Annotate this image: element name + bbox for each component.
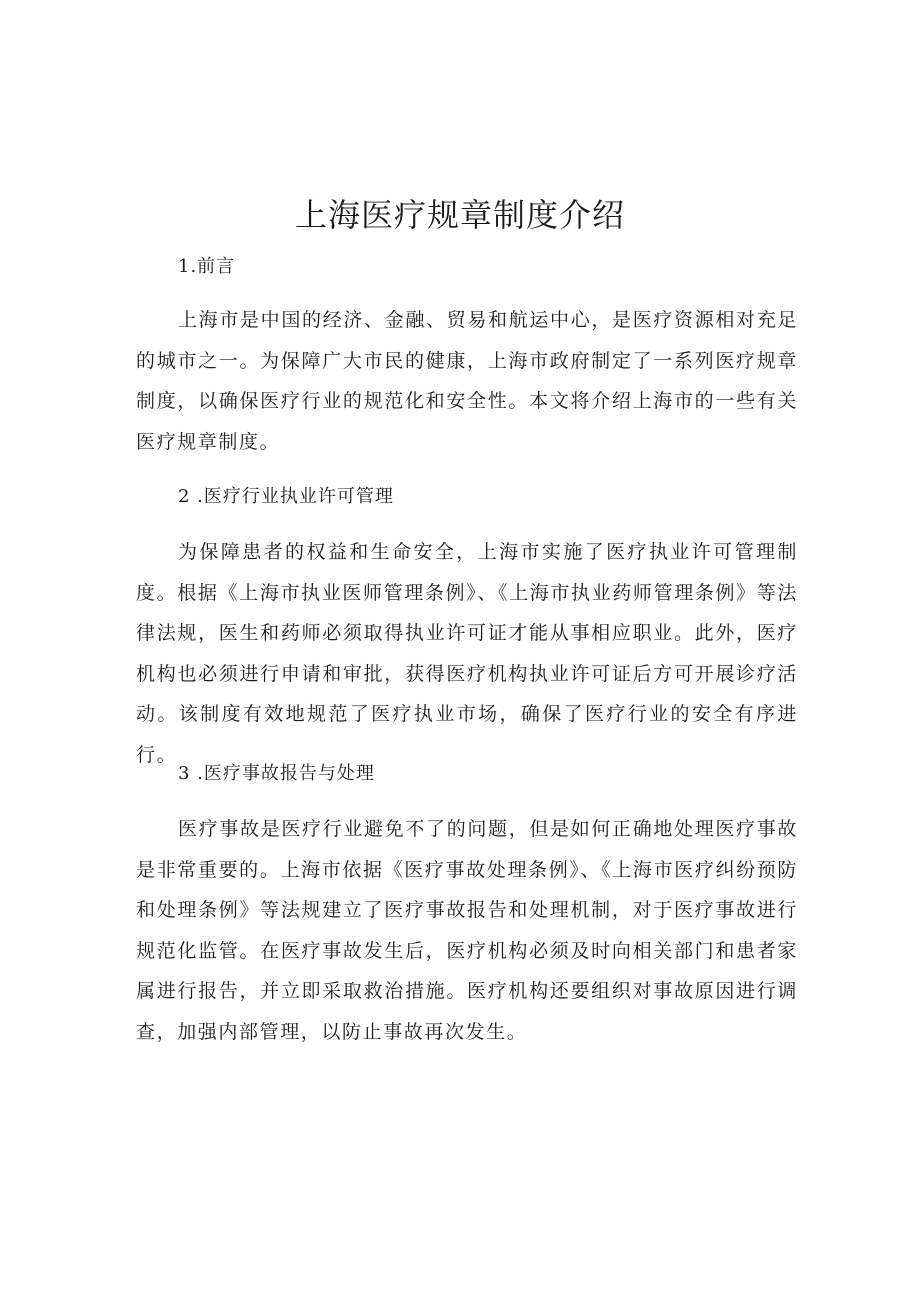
section-preface xyxy=(136,252,798,462)
section-paragraph: 上海市是中国的经济、金融、贸易和航运中心，是医疗资源相对充足的城市之一。为保障广大市民的健康，上海市政府制定了一系列医疗规章制度，以确保医疗行业的规范化和安全性。本文将介绍上海市的一些有关医疗规章制度。 xyxy=(136,309,798,453)
section-heading: 1.前言 xyxy=(178,256,236,277)
section-heading: 3 .医疗事故报告与处理 xyxy=(178,763,375,784)
document-title: 上海医疗规章制度介绍 xyxy=(294,196,625,234)
section-heading: 2 .医疗行业执业许可管理 xyxy=(178,486,394,507)
section-paragraph: 为保障患者的权益和生命安全，上海市实施了医疗执业许可管理制度。根据《上海市执业医师管理条例》、《上海市执业药师管理条例》等法律法规，医生和药师必须取得执业许可证才能从事相应职业。此外，医疗机构也必须进行申请和审批，获得医疗机构执业许可证后方可开展诊疗活动。该制度有效地规范了医疗执业市场，确保了医疗行业的安全有序进行。 xyxy=(136,541,798,766)
section-licensing xyxy=(136,482,798,775)
section-accidents xyxy=(136,759,798,1052)
section-paragraph: 医疗事故是医疗行业避免不了的问题，但是如何正确地处理医疗事故是非常重要的。上海市依据《医疗事故处理条例》、《上海市医疗纠纷预防和处理条例》等法规建立了医疗事故报告和处理机制，对于医疗事故进行规范化监管。在医疗事故发生后，医疗机构必须及时向相关部门和患者家属进行报告，并立即采取救治措施。医疗机构还要组织对事故原因进行调查，加强内部管理，以防止事故再次发生。 xyxy=(136,818,798,1043)
